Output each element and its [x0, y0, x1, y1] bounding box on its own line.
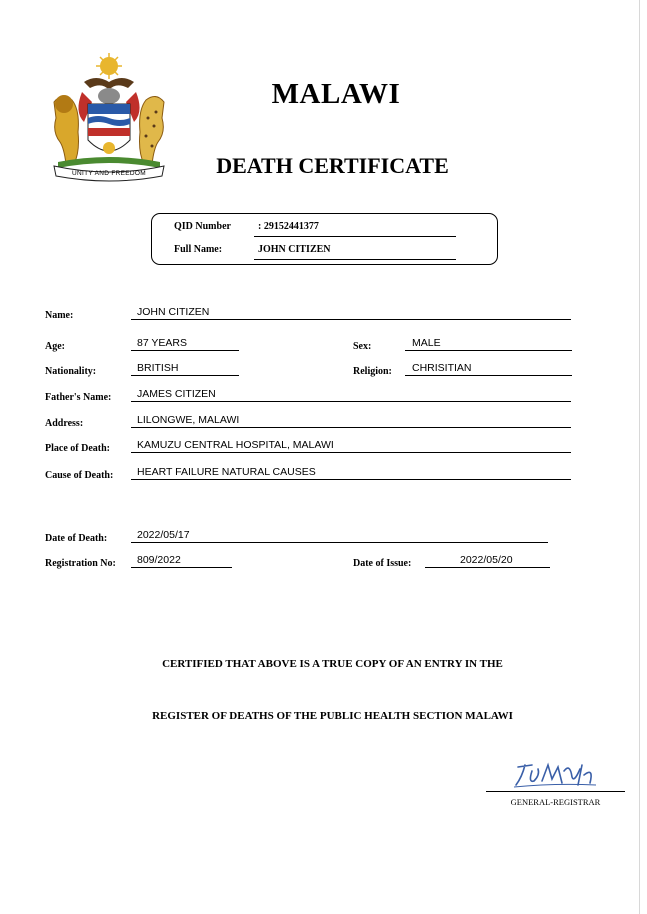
name-value: JOHN CITIZEN — [137, 306, 210, 318]
registration-label: Registration No: — [45, 558, 116, 569]
emblem-motto: UNITY AND FREEDOM — [72, 170, 146, 177]
father-name-label: Father's Name: — [45, 392, 112, 403]
sex-value: MALE — [412, 337, 441, 349]
date-of-issue-label: Date of Issue: — [353, 558, 412, 569]
place-of-death-value: KAMUZU CENTRAL HOSPITAL, MALAWI — [137, 439, 334, 451]
address-value: LILONGWE, MALAWI — [137, 414, 240, 426]
date-of-issue-value: 2022/05/20 — [460, 554, 513, 566]
date-of-death-label: Date of Death: — [45, 533, 108, 544]
father-name-field — [131, 389, 571, 402]
place-of-death-label: Place of Death: — [45, 443, 110, 454]
date-of-issue-field — [425, 555, 550, 568]
age-field — [131, 338, 239, 351]
nationality-value: BRITISH — [137, 362, 179, 374]
address-label: Address: — [45, 418, 84, 429]
country-title: MALAWI — [271, 78, 401, 110]
coat-of-arms-emblem — [44, 52, 174, 182]
name-label: Name: — [45, 310, 74, 321]
registrar-signature — [510, 757, 600, 791]
nationality-label: Nationality: — [45, 366, 97, 377]
registration-field — [131, 555, 232, 568]
religion-value: CHRISITIAN — [412, 362, 472, 374]
date-of-death-field — [131, 530, 548, 543]
cause-of-death-label: Cause of Death: — [45, 470, 114, 481]
document-title: DEATH CERTIFICATE — [216, 153, 449, 178]
age-label: Age: — [45, 341, 65, 352]
nationality-field — [131, 363, 239, 376]
sex-label: Sex: — [353, 341, 372, 352]
sex-field — [405, 338, 572, 351]
signature-line — [486, 791, 625, 792]
date-of-death-value: 2022/05/17 — [137, 529, 190, 541]
full-name-value: JOHN CITIZEN — [258, 244, 331, 255]
religion-field — [405, 363, 572, 376]
certification-line-1: CERTIFIED THAT ABOVE IS A TRUE COPY OF AN ENTRY IN THE — [162, 658, 503, 670]
full-name-label: Full Name: — [174, 244, 223, 255]
age-value: 87 YEARS — [137, 337, 188, 349]
certification-line-2: REGISTER OF DEATHS OF THE PUBLIC HEALTH SECTION MALAWI — [152, 710, 513, 722]
cause-of-death-value: HEART FAILURE NATURAL CAUSES — [137, 466, 316, 478]
qid-label: QID Number — [174, 221, 231, 232]
name-field — [131, 307, 571, 320]
cause-of-death-field — [131, 467, 571, 480]
father-name-value: JAMES CITIZEN — [137, 388, 216, 400]
address-field — [131, 415, 571, 428]
registrar-title: GENERAL-REGISTRAR — [510, 797, 601, 807]
place-of-death-field — [131, 440, 571, 453]
qid-value: : 29152441377 — [258, 221, 319, 232]
religion-label: Religion: — [353, 366, 392, 377]
registration-value: 809/2022 — [137, 554, 181, 566]
